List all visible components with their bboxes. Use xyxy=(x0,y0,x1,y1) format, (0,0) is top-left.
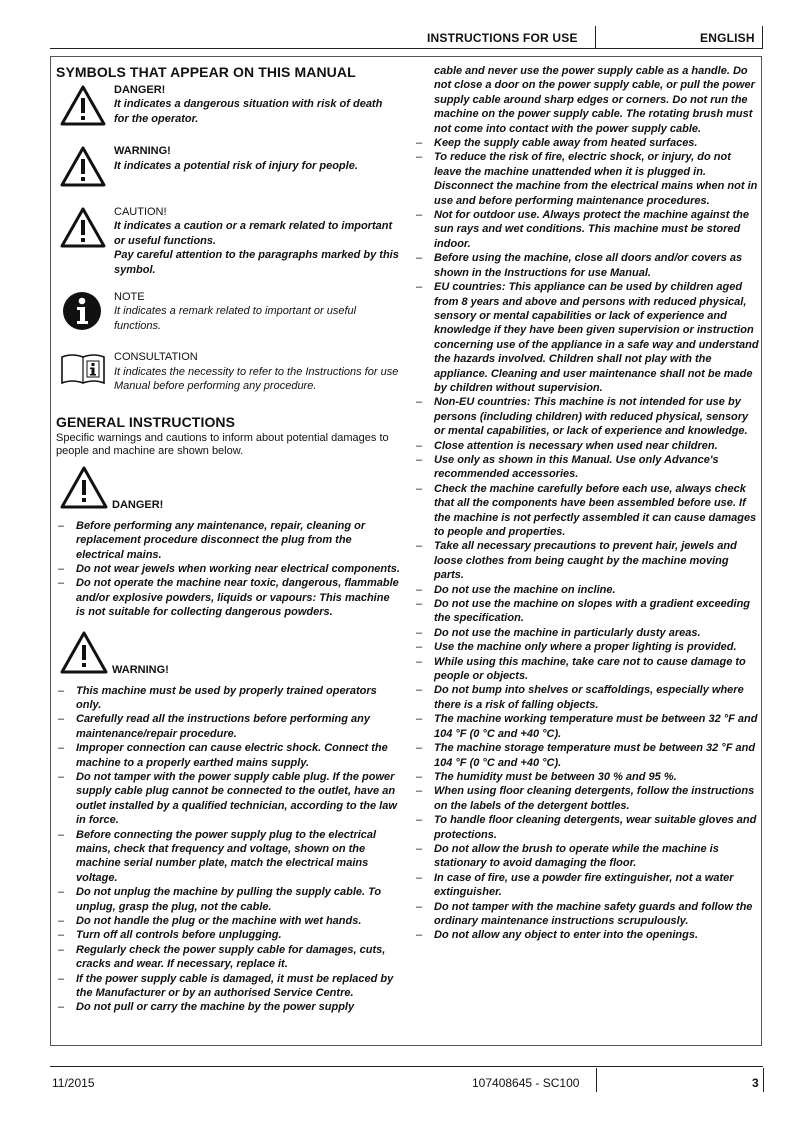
symbol-note-label: NOTE xyxy=(114,291,145,304)
footer-date: 11/2015 xyxy=(52,1076,95,1090)
symbol-consultation-label: CONSULTATION xyxy=(114,351,198,364)
list-item: – In case of fire, use a powder fire extinguisher, not a water extinguisher. xyxy=(414,871,759,900)
info-icon xyxy=(62,291,102,335)
warning-triangle-icon xyxy=(60,465,108,513)
page-header xyxy=(0,0,793,50)
list-item: – Do not use the machine on slopes with a gradient exceeding the specification. xyxy=(414,597,759,626)
header-divider xyxy=(762,26,763,48)
list-item: – Non-EU countries: This machine is not intended for use by persons (including children) with reduced physical, sensory or mental capabilities, or lack of experience and knowledge. xyxy=(414,395,759,438)
symbol-caution-label: CAUTION! xyxy=(114,206,167,219)
open-book-info-icon xyxy=(60,352,106,390)
header-language: ENGLISH xyxy=(700,31,755,45)
list-item: – Do not use the machine in particularly dusty areas. xyxy=(414,626,759,640)
danger-label: DANGER! xyxy=(112,498,164,511)
list-item: – Keep the supply cable away from heated surfaces. xyxy=(414,136,759,150)
list-item: – This machine must be used by properly trained operators only. xyxy=(56,684,400,713)
warning-label: WARNING! xyxy=(112,663,169,676)
footer-divider xyxy=(596,1068,597,1092)
list-item: – Turn off all controls before unplugging. xyxy=(56,928,400,942)
list-item: – The humidity must be between 30 % and 95 %. xyxy=(414,770,759,784)
list-item: – Do not pull or carry the machine by the power supply xyxy=(56,1000,400,1014)
list-item-continuation: cable and never use the power supply cable as a handle. Do not close a door on the power supply cable, or pull the power supply cable around sharp edges or corners. Do not run the machine on the power supply cable. The rotating brush must not come into contact with the power supply cable. xyxy=(434,65,755,135)
header-divider xyxy=(595,26,596,48)
list-item: – Do not unplug the machine by pulling the supply cable. To unplug, grasp the plug, not the cable. xyxy=(56,885,400,914)
list-item: – Do not tamper with the power supply cable plug. If the power supply cable plug cannot be connected to the outlet, have an outlet installed by a qualified technician, according to the law in force. xyxy=(56,770,400,828)
list-item: – Improper connection can cause electric shock. Connect the machine to a properly earthed mains supply. xyxy=(56,741,400,770)
symbol-consultation-text: It indicates the necessity to refer to the Instructions for use Manual before performing any procedure. xyxy=(114,365,399,393)
header-section-title: INSTRUCTIONS FOR USE xyxy=(427,31,578,45)
list-item: – Before connecting the power supply plug to the electrical mains, check that frequency and voltage, shown on the machine serial number plate, match the electrical mains voltage. xyxy=(56,828,400,886)
symbol-consultation xyxy=(56,350,400,393)
footer-divider xyxy=(763,1068,764,1092)
list-item: – Use the machine only where a proper lighting is provided. xyxy=(414,640,759,654)
list-item: – Before performing any maintenance, repair, cleaning or replacement procedure disconnect the plug from the electrical mains. xyxy=(56,519,400,562)
list-item: – Do not bump into shelves or scaffoldings, especially where there is a risk of falling objects. xyxy=(414,683,759,712)
list-item: – Before using the machine, close all doors and/or covers as shown in the Instructions for use Manual. xyxy=(414,251,759,280)
symbol-caution xyxy=(56,205,400,277)
symbols-title: SYMBOLS THAT APPEAR ON THIS MANUAL xyxy=(56,64,356,80)
list-item: – Take all necessary precautions to prevent hair, jewels and loose clothes from being caught by the machine moving parts. xyxy=(414,539,759,582)
list-item: – While using this machine, take care not to cause damage to people or objects. xyxy=(414,655,759,684)
list-item: – If the power supply cable is damaged, it must be replaced by the Manufacturer or by an authorised Service Centre. xyxy=(56,972,400,1001)
list-item: – To reduce the risk of fire, electric shock, or injury, do not leave the machine unattended when it is plugged in. Disconnect the machine from the electrical mains when not in use and before performing maintenance procedures. xyxy=(414,150,759,208)
symbol-danger-text: It indicates a dangerous situation with risk of death for the operator. xyxy=(114,98,383,125)
list-item: – Do not handle the plug or the machine with wet hands. xyxy=(56,914,400,928)
list-item: – Not for outdoor use. Always protect the machine against the sun rays and wet conditions. This machine must be stored indoor. xyxy=(414,208,759,251)
list-item: – Use only as shown in this Manual. Use only Advance's recommended accessories. xyxy=(414,453,759,482)
symbol-caution-text: It indicates a caution or a remark related to important or useful functions. xyxy=(114,220,393,247)
footer-doc-code: 107408645 - SC100 xyxy=(472,1076,580,1090)
list-item: – EU countries: This appliance can be used by children aged from 8 years and above and persons with reduced physical, sensory or mental capabilities or lack of experience and knowledge if they have been given supervision or instruction concerning use of the appliance in a safe way and understand the hazards involved. Children shall not play with the appliance. Cleaning and user maintenance shall not be made by children without supervision. xyxy=(414,280,759,395)
list-item: – When using floor cleaning detergents, follow the instructions on the labels of the detergent bottles. xyxy=(414,784,759,813)
list-item: – The machine storage temperature must be between 32 °F and 104 °F (0 °C and +40 °C). xyxy=(414,741,759,770)
right-column xyxy=(414,64,759,943)
list-item: – Regularly check the power supply cable for damages, cuts, cracks and wear. If necessary, replace it. xyxy=(56,943,400,972)
symbol-danger-label: DANGER! xyxy=(114,84,166,96)
list-item: – Check the machine carefully before each use, always check that all the components have been assembled before use. If the machine is not perfectly assembled it can cause damages to people and properties. xyxy=(414,482,759,540)
left-column xyxy=(56,64,400,1015)
symbol-caution-text2: Pay careful attention to the paragraphs marked by this symbol. xyxy=(114,249,399,276)
warning-list-right xyxy=(414,64,759,943)
list-item: – Carefully read all the instructions before performing any maintenance/repair procedure. xyxy=(56,712,400,741)
symbol-note xyxy=(56,290,400,333)
warning-heading xyxy=(56,630,400,678)
symbol-danger xyxy=(56,83,400,126)
general-intro: Specific warnings and cautions to inform about potential damages to people and machine are shown below. xyxy=(56,431,389,458)
warning-triangle-icon xyxy=(60,630,108,678)
header-rule xyxy=(50,48,763,49)
footer-rule xyxy=(50,1066,763,1067)
symbol-warning-text: It indicates a potential risk of injury for people. xyxy=(114,159,358,172)
symbol-warning xyxy=(56,144,400,173)
list-item: – Do not use the machine on incline. xyxy=(414,583,759,597)
warning-triangle-icon xyxy=(60,145,106,191)
danger-list xyxy=(56,519,400,620)
list-item: – Do not wear jewels when working near electrical components. xyxy=(56,562,400,576)
list-item: – Do not operate the machine near toxic, dangerous, flammable and/or explosive powders, liquids or vapours: This machine is not suitable for collecting dangerous powders. xyxy=(56,576,400,619)
list-item: – Do not tamper with the machine safety guards and follow the ordinary maintenance instructions scrupulously. xyxy=(414,900,759,929)
symbol-warning-label: WARNING! xyxy=(114,145,171,158)
list-item: – Do not allow any object to enter into the openings. xyxy=(414,928,759,942)
warning-triangle-icon xyxy=(60,206,106,252)
page-number: 3 xyxy=(752,1076,759,1090)
list-item: – The machine working temperature must be between 32 °F and 104 °F (0 °C and +40 °C). xyxy=(414,712,759,741)
warning-list-left xyxy=(56,684,400,1015)
symbol-note-text: It indicates a remark related to important or useful functions. xyxy=(114,305,357,332)
list-item: – Do not allow the brush to operate while the machine is stationary to avoid damaging the floor. xyxy=(414,842,759,871)
warning-triangle-icon xyxy=(60,84,106,130)
list-item: – Close attention is necessary when used near children. xyxy=(414,439,759,453)
list-item: – To handle floor cleaning detergents, wear suitable gloves and protections. xyxy=(414,813,759,842)
danger-heading xyxy=(56,465,400,513)
general-title: GENERAL INSTRUCTIONS xyxy=(56,413,236,430)
